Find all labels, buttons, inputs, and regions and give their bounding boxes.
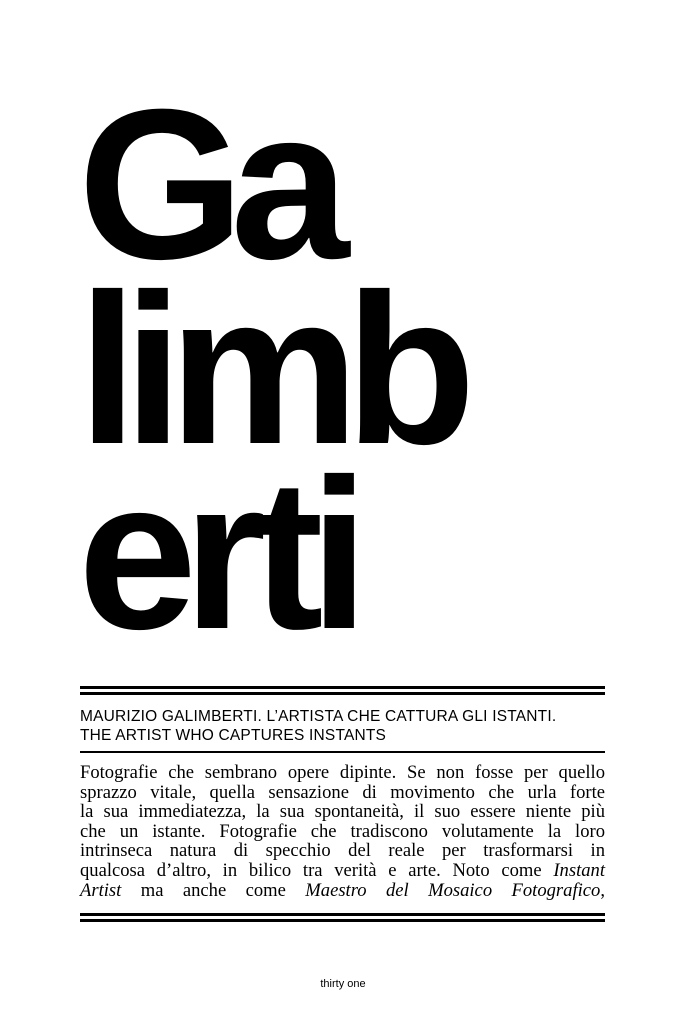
title-line-1: Ga [78, 65, 336, 304]
body-line-5: intrinseca natura di specchio del reale per trasformarsi in [80, 840, 605, 862]
subtitle-rule [80, 751, 605, 753]
body-line-7 [80, 881, 605, 901]
body-line-7-italic-b: Maestro del Mosaico Fotografico [305, 879, 601, 901]
body-line-7-italic-a: Artist [80, 879, 122, 901]
subtitle-english: THE ARTIST WHO CAPTURES INSTANTS [80, 727, 387, 744]
body-line-6-text: qualcosa d’altro, in bilico tra verità e arte. Noto come [80, 859, 542, 881]
body-line-1: Fotografie che sembrano opere dipinte. Se non fosse per quello [80, 762, 605, 783]
subtitle-italian: MAURIZIO GALIMBERTI. L’ARTISTA CHE CATTURA GLI ISTANTI. [80, 708, 557, 725]
body-line-2: sprazzo vitale, quella sensazione di movimento che urla forte [80, 781, 605, 803]
body-line-4: che un istante. Fotografie che tradiscono volutamente la loro [80, 820, 605, 842]
body-line-6 [80, 861, 605, 881]
title-line-2: limb [78, 250, 462, 489]
body-line-6-italic: Instant [553, 859, 605, 881]
body-line-3: la sua immediatezza, la sua spontaneità, il suo essere niente più [80, 801, 605, 823]
body-line-7-end: , [600, 879, 605, 901]
page-number: thirty one [320, 978, 366, 990]
body-text [80, 763, 605, 900]
body-line-7-mid: ma anche come [140, 879, 286, 901]
top-double-rule [80, 686, 605, 695]
bottom-double-rule [80, 913, 605, 922]
title-line-3: erti [78, 435, 356, 674]
subtitle [80, 707, 610, 745]
